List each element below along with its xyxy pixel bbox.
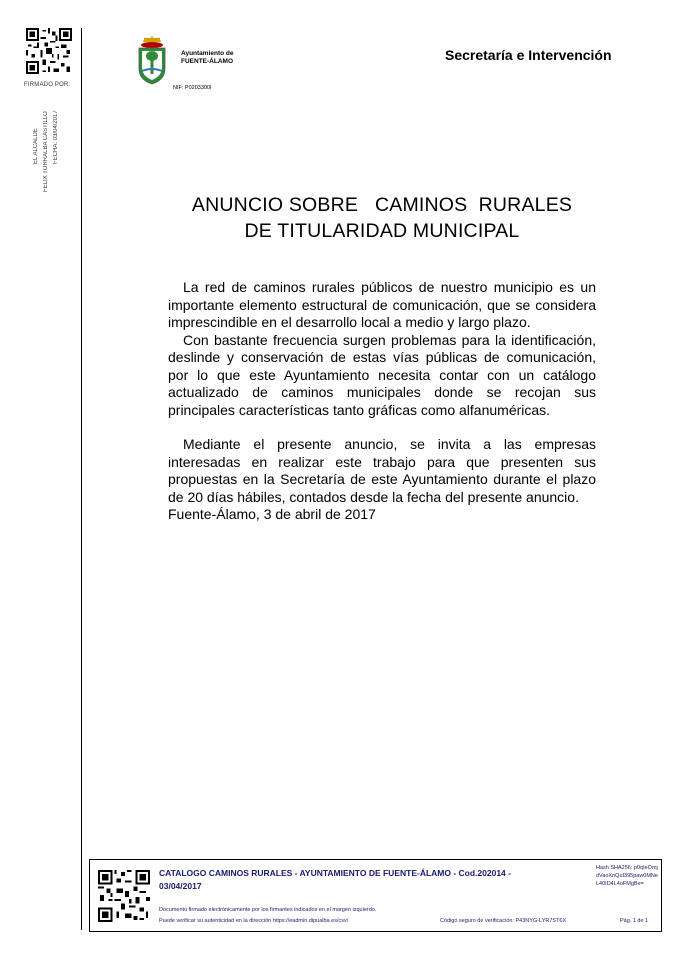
footer-document-title: CATALOGO CAMINOS RURALES - AYUNTAMIENTO DE FUENTE-ÁLAMO - Cod.202014 - 03/04/2017 [159, 868, 511, 891]
signed-by-label: FIRMADO POR: [24, 82, 71, 88]
title-line-1: ANUNCIO SOBRE CAMINOS RURALES [191, 194, 573, 216]
org-line-2: FUENTE-ÁLAMO [181, 58, 233, 65]
qr-code-footer [98, 870, 150, 922]
footer-hash: Hash SHA256: p0qIeOmjdVaoXnQuI395paw0MNeL40ID4L4oFMgBe= [596, 865, 658, 887]
organization-name [181, 50, 234, 66]
coat-of-arms-logo [136, 36, 168, 86]
paragraph-1: La red de caminos rurales públicos de nuestro municipio es un importante elemento estructural de comunicación, que se considera imprescindible en el desarrollo local a medio y largo plazo. [168, 279, 596, 330]
document-body [168, 279, 596, 524]
footer-csv-code: Código seguro de verificación: P43NYG-LYR7ST6X [440, 918, 567, 924]
footer-signature-note: Documento firmado electrónicamente por los firmantes indicados en el margen izquierdo. [159, 907, 377, 913]
department-heading: Secretaría e Intervención [445, 47, 612, 63]
verification-footer [89, 859, 662, 932]
paragraph-3: Mediante el presente anuncio, se invita a las empresas interesadas en realizar este trabajo para que presenten sus propuestas en la Secretaría de este Ayuntamiento durante el plazo de 20 días hábiles, contados desde la fecha del presente anuncio. [168, 436, 596, 505]
qr-code-top [26, 28, 72, 74]
document-title [140, 192, 624, 244]
nif-text: NIF: P0203300I [173, 85, 212, 91]
signature-place-date: Fuente-Álamo, 3 de abril de 2017 [168, 506, 376, 522]
signature-date: FECHA: 03/04/2017 [53, 110, 59, 164]
footer-verify-link[interactable]: Puede verificar su autenticidad en la dirección https://eadmin.dipualba.es/csv/ [159, 918, 349, 924]
margin-line [81, 28, 82, 930]
paragraph-2: Con bastante frecuencia surgen problemas para la identificación, deslinde y conservación de estas vías públicas de comunicación, por lo que este Ayuntamiento necesita contar con un catálogo actualizado de caminos municipales donde se recojan sus principales características tanto gráficas como alfanuméricas. [168, 331, 596, 418]
title-line-2: DE TITULARIDAD MUNICIPAL [244, 220, 520, 242]
footer-page-number: Pág. 1 de 1 [620, 918, 649, 924]
org-line-1: Ayuntamiento de [181, 50, 234, 57]
signer-role: EL ALCALDE [33, 128, 39, 164]
signer-name: FELIX TORRALBA CASTILLO [43, 111, 49, 192]
